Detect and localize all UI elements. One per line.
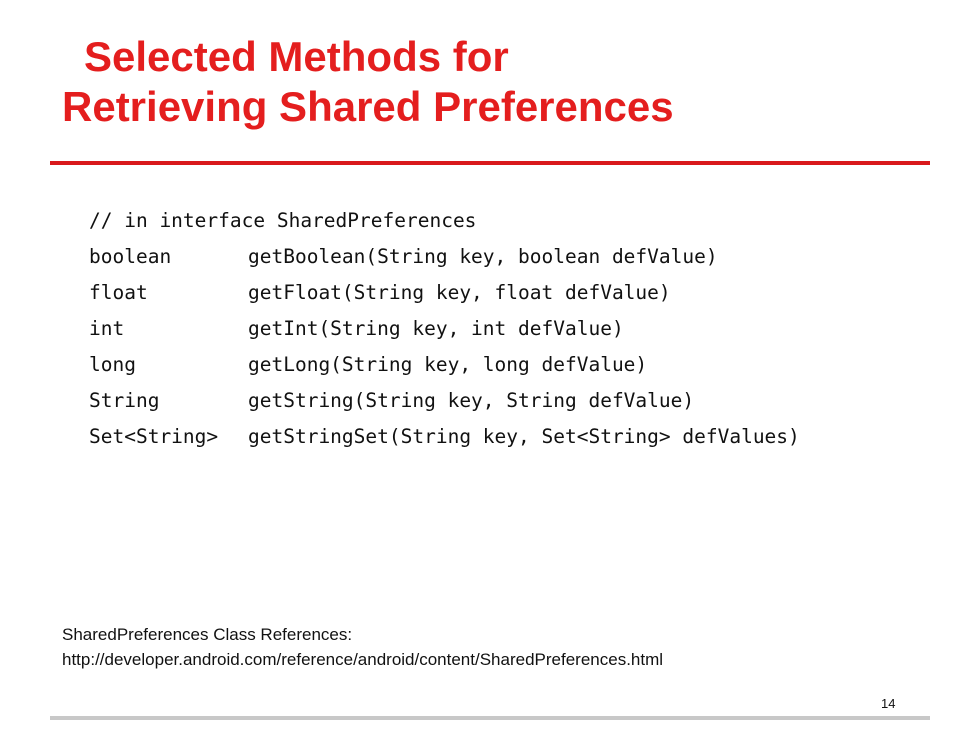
method-return-type: String	[89, 389, 160, 412]
code-comment: // in interface SharedPreferences	[89, 209, 477, 232]
method-return-type: long	[89, 353, 136, 376]
slide-title	[62, 32, 674, 132]
slide-title-line-1: Selected Methods for	[84, 33, 509, 80]
page-number: 14	[881, 696, 896, 711]
method-signature: getLong(String key, long defValue)	[248, 353, 648, 376]
method-signature: getString(String key, String defValue)	[248, 389, 695, 412]
method-return-type: Set<String>	[89, 425, 219, 448]
reference-label: SharedPreferences Class References:	[62, 625, 353, 644]
method-row	[89, 311, 800, 347]
method-row	[89, 383, 800, 419]
reference-url[interactable]: http://developer.android.com/reference/android/content/SharedPreferences.html	[62, 650, 664, 669]
method-signature: getInt(String key, int defValue)	[248, 317, 624, 340]
slide-title-line-2: Retrieving Shared Preferences	[62, 83, 674, 130]
code-block	[89, 203, 800, 455]
method-signature: getStringSet(String key, Set<String> defValues)	[248, 425, 800, 448]
footer-divider	[50, 716, 930, 720]
method-row	[89, 419, 800, 455]
reference-block	[62, 622, 663, 672]
method-return-type: float	[89, 281, 148, 304]
method-row	[89, 347, 800, 383]
method-row	[89, 239, 800, 275]
method-signature: getFloat(String key, float defValue)	[248, 281, 671, 304]
method-return-type: boolean	[89, 245, 172, 268]
method-return-type: int	[89, 317, 125, 340]
title-divider	[50, 161, 930, 165]
method-signature: getBoolean(String key, boolean defValue)	[248, 245, 718, 268]
method-row	[89, 275, 800, 311]
